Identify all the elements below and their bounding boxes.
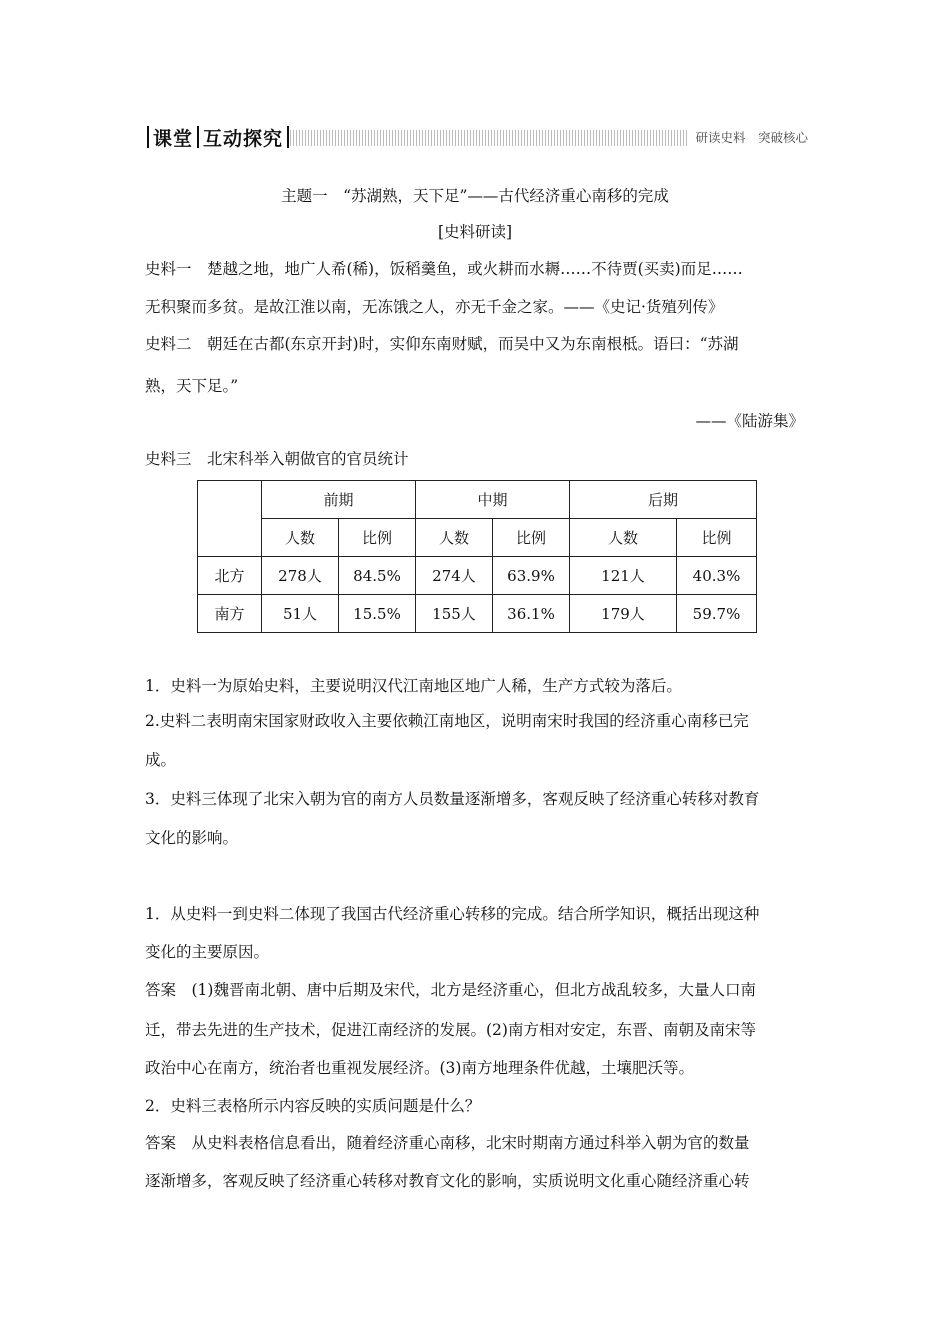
table-cell: 121人 xyxy=(570,557,677,595)
divider-bar xyxy=(287,126,289,148)
subheader-cell: 比例 xyxy=(493,519,570,557)
period-header: 后期 xyxy=(570,481,757,519)
source1-line2: 无积聚而多贫。是故江淮以南，无冻饿之人，亦无千金之家。——《史记·货殖列传》 xyxy=(145,298,724,316)
note-3-line1: 3．史料三体现了北宋入朝为官的南方人员数量逐渐增多，客观反映了经济重心转移对教育 xyxy=(145,790,760,808)
source2-line2: 熟，天下足。” xyxy=(145,377,239,395)
period-header: 中期 xyxy=(416,481,570,519)
table-corner-cell xyxy=(198,481,262,557)
table-row xyxy=(198,557,757,595)
question-2: 2．史料三表格所示内容反映的实质问题是什么？ xyxy=(145,1097,481,1115)
subheader-cell: 比例 xyxy=(677,519,757,557)
topic-title: 主题一 “苏湖熟，天下足”——古代经济重心南移的完成 xyxy=(281,187,669,205)
answer-1-line2: 迁，带去先进的生产技术，促进江南经济的发展。(2)南方相对安定，东晋、南朝及南宋等 xyxy=(145,1021,756,1039)
subheader-cell: 人数 xyxy=(416,519,493,557)
table-cell: 179人 xyxy=(570,595,677,633)
table-cell: 84.5% xyxy=(339,557,416,595)
table-subheader-row xyxy=(198,519,757,557)
question-1-line1: 1．从史料一到史料二体现了我国古代经济重心转移的完成。结合所学知识，概括出现这种 xyxy=(145,905,760,923)
table-cell: 59.7% xyxy=(677,595,757,633)
subheader-cell: 人数 xyxy=(262,519,339,557)
source2-citation: ——《陆游集》 xyxy=(695,412,804,430)
banner-title-part1: 课堂 xyxy=(153,127,194,150)
table-cell: 51人 xyxy=(262,595,339,633)
region-cell: 北方 xyxy=(198,557,262,595)
table-cell: 40.3% xyxy=(677,557,757,595)
table-cell: 274人 xyxy=(416,557,493,595)
source3-caption: 史料三 北宋科举入朝做官的官员统计 xyxy=(145,450,409,468)
table-cell: 15.5% xyxy=(339,595,416,633)
divider-bar xyxy=(147,126,149,148)
section-label: [史料研读] xyxy=(437,223,513,241)
table-header-row xyxy=(198,481,757,519)
table-row xyxy=(198,595,757,633)
note-2-line2: 成。 xyxy=(145,751,177,769)
note-3-line2: 文化的影响。 xyxy=(145,829,239,847)
subheader-cell: 人数 xyxy=(570,519,677,557)
source2-line1: 史料二 朝廷在古都(东京开封)时，实仰东南财赋，而吴中又为东南根柢。语曰：“苏湖 xyxy=(145,335,739,353)
answer-2-line2: 逐渐增多，客观反映了经济重心转移对教育文化的影响，实质说明文化重心随经济重心转 xyxy=(145,1172,750,1190)
answer-1-line1: 答案 (1)魏晋南北朝、唐中后期及宋代，北方是经济重心，但北方战乱较多，大量人口南 xyxy=(145,981,756,999)
table-cell: 63.9% xyxy=(493,557,570,595)
banner-title-part2: 互动探究 xyxy=(203,127,284,150)
banner-subtitle: 研读史料 突破核心 xyxy=(687,130,812,146)
answer-2-line1: 答案 从史料表格信息看出，随着经济重心南移，北宋时期南方通过科举入朝为官的数量 xyxy=(145,1134,750,1152)
question-1-line2: 变化的主要原因。 xyxy=(145,943,270,961)
note-2-line1: 2.史料二表明南宋国家财政收入主要依赖江南地区，说明南宋时我国的经济重心南移已完 xyxy=(145,712,749,730)
source1-line1: 史料一 楚越之地，地广人希(稀)，饭稻羹鱼，或火耕而水耨……不待贾(买卖)而足…… xyxy=(145,260,743,278)
section-banner-title xyxy=(143,124,293,150)
subheader-cell: 比例 xyxy=(339,519,416,557)
table-cell: 278人 xyxy=(262,557,339,595)
region-cell: 南方 xyxy=(198,595,262,633)
answer-1-line3: 政治中心在南方，统治者也重视发展经济。(3)南方地理条件优越，土壤肥沃等。 xyxy=(145,1059,694,1077)
table-cell: 155人 xyxy=(416,595,493,633)
table-cell: 36.1% xyxy=(493,595,570,633)
note-1: 1．史料一为原始史料，主要说明汉代江南地区地广人稀，生产方式较为落后。 xyxy=(145,677,682,695)
divider-bar xyxy=(197,126,199,148)
officials-statistics-table xyxy=(197,480,757,633)
period-header: 前期 xyxy=(262,481,416,519)
